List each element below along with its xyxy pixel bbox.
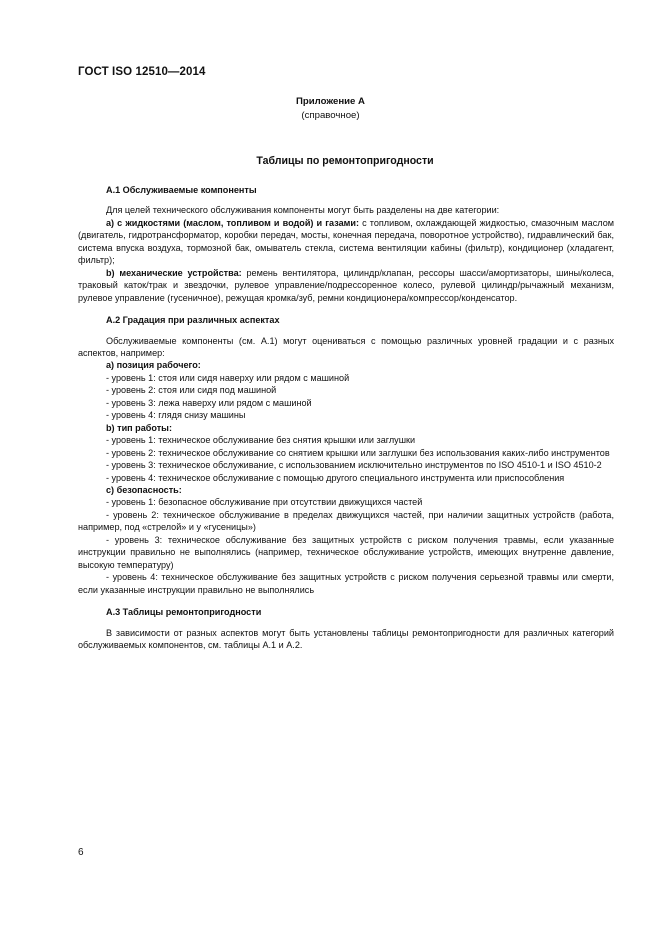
section-a1-intro: Для целей технического обслуживания компоненты могут быть разделены на две категории: <box>106 205 500 216</box>
item-b-text: ремень вентилятора, цилиндр/клапан, рессоры шасси/амортизаторы, шины/колеса, траковый каток/трак и звездочки, рулевое управление/подрессоренное колесо, рулевой цилиндр/рычажный механизм, рулевое управление (гусеничное), режущая кромка/зуб, ремни кондиционера/компрессор/конденсатор. <box>78 267 614 303</box>
item-a-label: а) с жидкостями (маслом, топливом и водой) и газами: <box>106 217 360 228</box>
safety-label: c) безопасность: <box>106 484 182 495</box>
section-a3-text: В зависимости от разных аспектов могут быть установлены таблицы ремонтопригодности для различных категорий обслуживаемых компонентов, см. таблицы А.1 и А.2. <box>78 627 614 650</box>
document-body <box>78 184 614 651</box>
section-a2-heading: А.2 Градация при различных аспектах <box>106 315 280 326</box>
safety-level-2: - уровень 2: техническое обслуживание в пределах движущихся частей, при наличии защитных устройств (работа, например, под «стрелой» и у «гусеницы») <box>78 509 614 533</box>
annex-subtitle: (справочное) <box>301 110 360 121</box>
item-b-label: b) механические устройства: <box>106 267 242 278</box>
standard-header: ГОСТ ISO 12510—2014 <box>78 66 206 78</box>
position-level-3: - уровень 3: лежа наверху или рядом с машиной <box>106 397 312 408</box>
section-a1-item-b <box>78 267 614 304</box>
position-level-4: - уровень 4: глядя снизу машины <box>106 410 246 421</box>
safety-level-1: - уровень 1: безопасное обслуживание при отсутствии движущихся частей <box>106 497 423 508</box>
work-level-3: - уровень 3: техническое обслуживание, с использованием исключительно инструментов по ISO 4510-1 и ISO 4510-2 <box>106 460 602 471</box>
work-level-2: - уровень 2: техническое обслуживание со снятием крышки или заглушки без использования каких-либо инструментов <box>106 447 610 458</box>
position-level-1: - уровень 1: стоя или сидя наверху или рядом с машиной <box>106 372 350 383</box>
item-a-text: с топливом, охлаждающей жидкостью, смазочным маслом (двигатель, гидротрансформатор, коробки передач, мосты, конечная передача, поворотное устройство), гидравлический бак, система впуска воздуха, тормозной бак, омыватель стекла, система вентиляции кабины (фильтр), кондиционер (хладагент, фильтр); <box>78 217 615 266</box>
safety-level-4: - уровень 4: техническое обслуживание без защитных устройств с риском получения серьезной травмы или смерти, если указанные инструкции правильно не выполнялись <box>78 572 614 595</box>
work-label: b) тип работы: <box>106 422 172 433</box>
section-a1-heading: А.1 Обслуживаемые компоненты <box>106 185 257 195</box>
position-level-2: - уровень 2: стоя или сидя под машиной <box>106 385 277 396</box>
work-level-1: - уровень 1: техническое обслуживание без снятия крышки или заглушки <box>106 435 416 446</box>
page-title: Таблицы по ремонтопригодности <box>256 155 434 167</box>
page-number: 6 <box>78 847 84 858</box>
annex-title: Приложение А <box>296 96 365 107</box>
section-a2-intro: Обслуживаемые компоненты (см. А.1) могут оцениваться с помощью различных уровней градации и с разных аспектов, например: <box>78 335 614 358</box>
section-a1-item-a <box>78 217 614 267</box>
annex-heading <box>0 95 661 123</box>
work-level-4: - уровень 4: техническое обслуживание с помощью другого специального инструмента или приспособления <box>106 472 565 483</box>
safety-level-3: - уровень 3: техническое обслуживание без защитных устройств с риском получения травмы, если указанные инструкции правильно не выполнялись (например, техническое обслуживание устройств, имеющих внутренне давление, высокую температуру) <box>78 534 614 570</box>
position-label: a) позиция рабочего: <box>106 360 201 371</box>
section-a3-heading: А.3 Таблицы ремонтопригодности <box>106 607 262 618</box>
